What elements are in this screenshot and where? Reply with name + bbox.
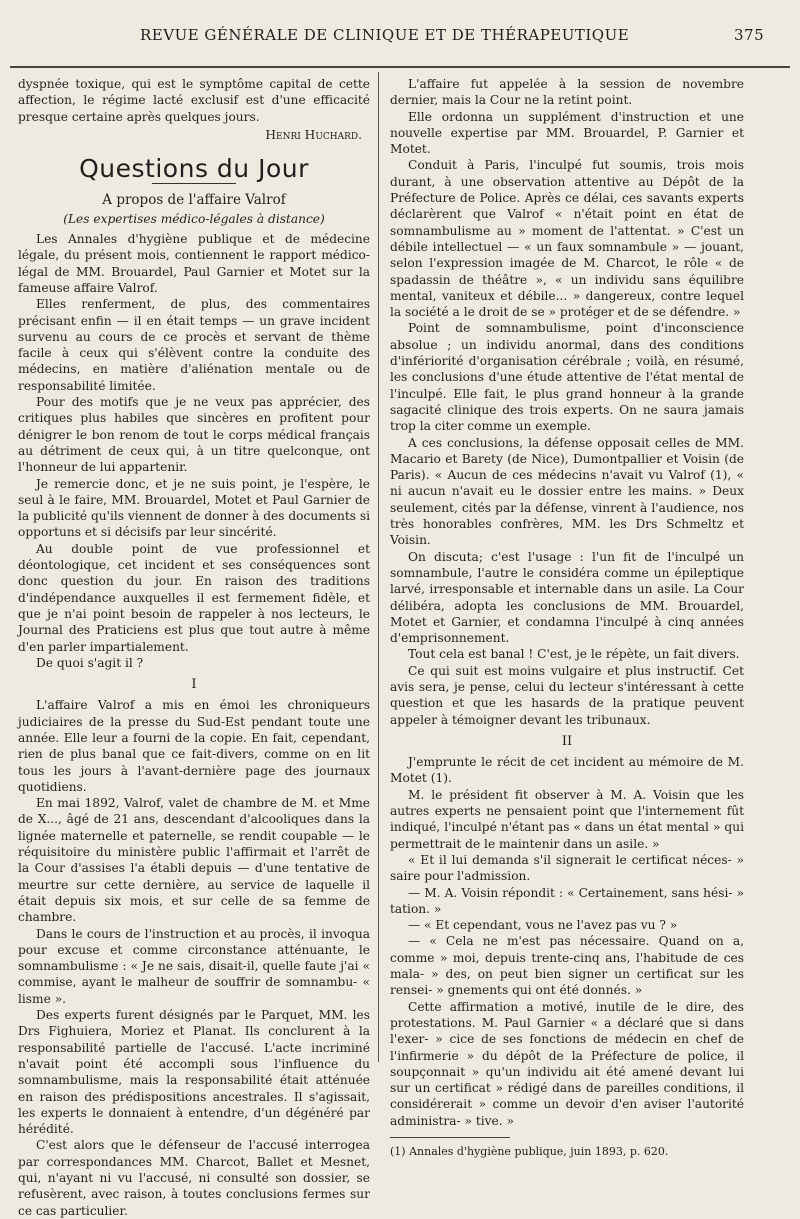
paragraph: En mai 1892, Valrof, valet de chambre de M. et Mme de X..., âgé de 21 ans, descendant d'alcooliques dans la lignée maternelle et paternelle, se rendit coupable — le réquisitoire du ministère public l'affirmait et l'arrêt de la Cour d'assises l'a établi depuis — d'une tentative de meurtre sur cette dernière, au service de laquelle il était depuis six mois, et sur celle de sa femme de chambre. — [18, 796, 370, 925]
paragraph: Dans le cours de l'instruction et au procès, il invoqua pour excuse et comme circonstance atténuante, le somnambulisme : « Je ne sais, disait-il, quelle faute j'ai « commise, ayant le malheur de souffrir de somnambu- « lisme ». — [18, 926, 370, 1006]
title-rule — [152, 183, 236, 184]
article-subtitle: (Les expertises médico-légales à distance) — [63, 211, 325, 226]
article-title: A propos de l'affaire Valrof — [102, 192, 286, 209]
paragraph: Conduit à Paris, l'inculpé fut soumis, trois mois durant, à une observation attentive au Dépôt de la Préfecture de Police. Après ce délai, ces savants experts déclarèrent que Valrof « n'était point en état de somnambulisme au » moment de l'attentat. » C'est un débile intellectuel — « un faux somnambule » — jouant, selon l'expression imagée de M. Charcot, le rôle « de spadassin de théâtre », « un individu sans équilibre mental, vaniteux et débile... » dangereux, contre lequel la société a le droit de se » protéger et de se défendre. » — [390, 158, 744, 320]
paragraph: Pour des motifs que je ne veux pas apprécier, des critiques plus habiles que sincères en profitent pour dénigrer le bon renom de tout le corps médical français au détriment de ceux qui, à un titre quelconque, ont l'honneur de lui appartenir. — [18, 395, 370, 475]
paragraph: Je remercie donc, et je ne suis point, je l'espère, le seul à le faire, MM. Brouardel, Motet et Paul Garnier de la publicité qu'ils viennent de donner à des documents si opportuns et si décisifs par leur sincérité. — [18, 476, 370, 540]
author-signature: Henri Huchard. — [265, 127, 362, 142]
paragraph: « Et il lui demanda s'il signerait le certificat néces- » saire pour l'admission. — [390, 852, 744, 884]
left-column — [18, 76, 370, 1219]
paragraph: On discuta; c'est l'usage : l'un fit de l'inculpé un somnambule, l'autre le considéra comme un épileptique larvé, irresponsable et internable dans un asile. La Cour délibéra, adopta les conclusions de MM. Brouardel, Motet et Garnier, et condamna l'inculpé à cinq années d'emprisonnement. — [390, 549, 744, 646]
paragraph: Au double point de vue professionnel et déontologique, cet incident et ses conséquences sont donc question du jour. En raison des traditions d'indépendance auxquelles il est fermement fidèle, et que je n'ai point besoin de rappeler à nos lecteurs, le Journal des Praticiens est plus que tout autre à même d'en parler impartialement. — [18, 541, 370, 654]
paragraph: Tout cela est banal ! C'est, je le répète, un fait divers. — [408, 647, 740, 662]
paragraph: — « Cela ne m'est pas nécessaire. Quand on a, comme » moi, depuis trente-cinq ans, l'habitude de ces mala- » des, on peut bien signer un certificat sur les rensei- » gnements qui ont été donnés. » — [390, 934, 744, 998]
paragraph: A ces conclusions, la défense opposait celles de MM. Macario et Barety (de Nice), Dumontpallier et Voisin (de Paris). « Aucun de ces médecins n'avait vu Valrof (1), « ni aucun n'avait eu le dossier entre les mains. » Deux seulement, cités par la défense, vinrent à l'audience, nos très honorables confrères, MM. les Drs Schmeltz et Voisin. — [390, 435, 744, 548]
paragraph: De quoi s'agit il ? — [36, 655, 144, 670]
footnote: (1) Annales d'hygiène publique, juin 1893, p. 620. — [390, 1145, 669, 1158]
intro-paragraph: dyspnée toxique, qui est le symptôme capital de cette affection, le régime lacté exclusif est d'une efficacité presque certaine après quelques jours. — [18, 77, 370, 124]
right-column — [390, 76, 744, 1160]
paragraph: Les Annales d'hygiène publique et de médecine légale, du présent mois, contiennent le rapport médico-légal de MM. Brouardel, Paul Garnier et Motet sur la fameuse affaire Valrof. — [18, 232, 370, 295]
running-header — [140, 26, 765, 44]
paragraph: — « Et cependant, vous ne l'avez pas vu ? » — [408, 918, 678, 933]
paragraph: J'emprunte le récit de cet incident au mémoire de M. Motet (1). — [390, 755, 744, 786]
section-title: Questions du Jour — [79, 154, 309, 184]
paragraph: C'est alors que le défenseur de l'accusé interrogea par correspondances MM. Charcot, Ballet et Mesnet, qui, n'ayant ni vu l'accusé, ni consulté son dossier, se refusèrent, avec raison, à toutes conclusions fermes sur ce cas particulier. — [18, 1138, 370, 1218]
footnote-rule — [390, 1137, 510, 1138]
paragraph: M. le président fit observer à M. A. Voisin que les autres experts ne pensaient point que l'internement fût indiqué, l'inculpé n'étant pas « dans un état mental » qui permettrait de le maintenir dans un asile. » — [390, 787, 744, 851]
header-rule — [10, 66, 790, 68]
paragraph: Ce qui suit est moins vulgaire et plus instructif. Cet avis sera, je pense, celui du lecteur s'intéressant à cette question et que les hasards de la pratique peuvent appeler à témoigner devant les tribunaux. — [390, 663, 744, 727]
paragraph: Cette affirmation a motivé, inutile de le dire, des protestations. M. Paul Garnier « a déclaré que si dans l'exer- » cice de ses fonctions de médecin en chef de l'infirmerie » du dépôt de la Préfecture de police, il soupçonnait » qu'un individu ait été amené devant lui sur un certificat » rédigé dans de pareilles conditions, il considérerait » comme un devoir d'en aviser l'autorité administra- » tive. » — [390, 999, 744, 1128]
paragraph: Des experts furent désignés par le Parquet, MM. les Drs Fighuiera, Moriez et Planat. Ils conclurent à la responsabilité partielle de l'accusé. L'acte incriminé n'avait point été accompli sous l'influence du somnambulisme, mais la responsabilité était atténuée en raison des prédispositions ancestrales. Il s'agissait, les experts le donnaient à entendre, d'un dégénéré par hérédité. — [18, 1008, 370, 1137]
paragraph: Elle ordonna un supplément d'instruction et une nouvelle expertise par MM. Brouardel, P. Garnier et Motet. — [390, 109, 744, 157]
page-number: 375 — [734, 26, 765, 44]
section-number: II — [561, 733, 573, 749]
paragraph: Point de somnambulisme, point d'inconscience absolue ; un individu anormal, dans des conditions d'infériorité d'organisation cérébrale ; voilà, en résumé, les conclusions d'une étude attentive de l'état mental de l'inculpé. Elle fait, le plus grand honneur à la grande sagacité clinique des trois experts. On ne saura jamais trop la citer comme un exemple. — [390, 321, 744, 434]
column-divider — [378, 72, 379, 1062]
paragraph: Elles renferment, de plus, des commentaires précisant enfin — il en était temps — un grave incident survenu au cours de ce procès et servant de thème facile à ceux qui s'élèvent contre la conduite des médecins, en matière d'aliénation mentale ou de responsabilité limitée. — [18, 297, 370, 393]
paragraph: — M. A. Voisin répondit : « Certainement, sans hési- » tation. » — [390, 885, 744, 916]
paragraph: L'affaire Valrof a mis en émoi les chroniqueurs judiciaires de la presse du Sud-Est pendant toute une année. Elle leur a fourni de la copie. En fait, cependant, rien de plus banal que ce fait-divers, comme on en lit tous les jours à l'avant-dernière page des journaux quotidiens. — [18, 698, 370, 794]
journal-title: REVUE GÉNÉRALE DE CLINIQUE ET DE THÉRAPEUTIQUE — [140, 26, 630, 44]
paragraph: L'affaire fut appelée à la session de novembre dernier, mais la Cour ne la retint point. — [390, 77, 744, 108]
section-number: I — [191, 677, 197, 693]
